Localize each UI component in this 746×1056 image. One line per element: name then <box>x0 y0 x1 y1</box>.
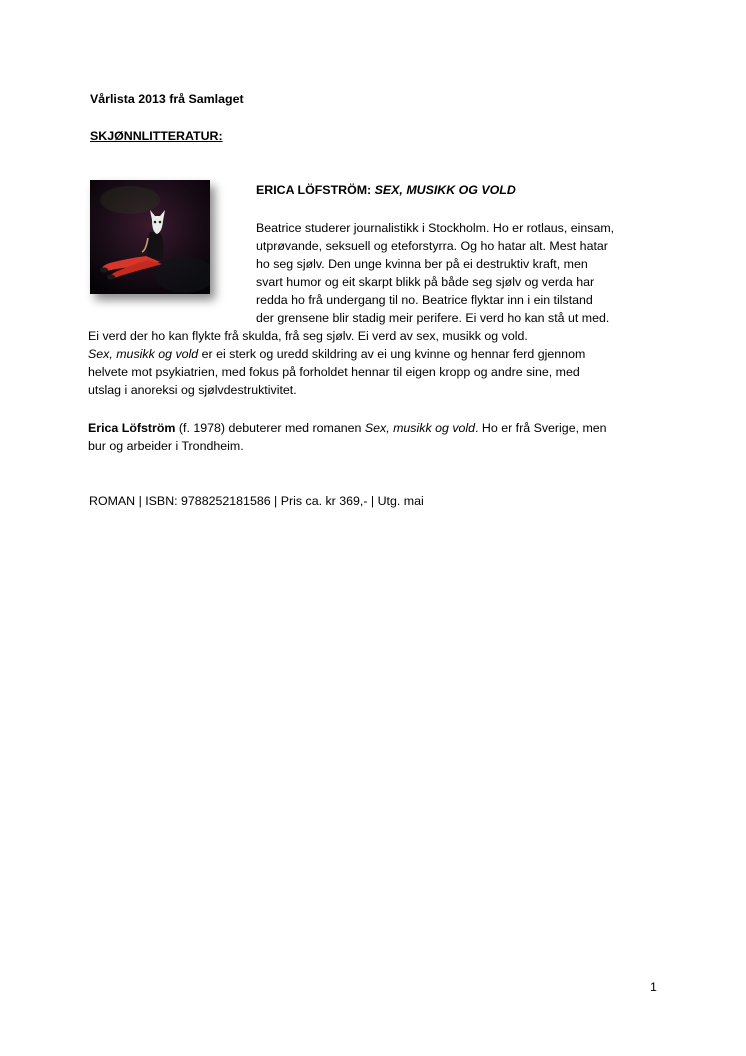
bio-line <box>88 419 607 437</box>
summary-line: utslag i anoreksi og sjølvdestruktivitet. <box>88 383 297 397</box>
bio-line: bur og arbeider i Trondheim. <box>88 439 244 453</box>
book-author-heading: ERICA LÖFSTRÖM: <box>256 183 372 197</box>
section-heading: SKJØNNLITTERATUR: <box>90 129 223 143</box>
summary-line <box>88 345 585 363</box>
summary-text: er ei sterk og uredd skildring av ei ung kvinne og hennar ferd gjennom <box>198 347 586 361</box>
document-title: Vårlista 2013 frå Samlaget <box>90 92 244 106</box>
description-line: der grensene blir stadig meir perifere. Ei verd ho kan stå ut med. <box>256 311 610 325</box>
author-bio <box>88 419 668 459</box>
description-line: svart humor og eit skarpt blikk på både seg sjølv og verda har <box>256 275 595 289</box>
description-line: ho seg sjølv. Den unge kvinna ber på ei destruktiv kraft, men <box>256 257 588 271</box>
page-number: 1 <box>650 980 657 994</box>
bio-text: (f. 1978) debuterer med romanen <box>175 421 365 435</box>
summary-line: helvete mot psykiatrien, med fokus på forholdet hennar til eigen kropp og andre sine, med <box>88 365 580 379</box>
book-title-heading: SEX, MUSIKK OG VOLD <box>374 183 516 197</box>
description-continued <box>88 327 668 407</box>
bio-text: . Ho er frå Sverige, men <box>475 421 607 435</box>
cover-photo <box>90 180 210 294</box>
book-heading <box>256 183 516 197</box>
description-line: utprøvande, seksuell og eteforstyrra. Og ho hatar alt. Mest hatar <box>256 239 608 253</box>
summary-book-title: Sex, musikk og vold <box>88 347 199 361</box>
bio-book-title: Sex, musikk og vold <box>364 421 476 435</box>
description-line: Ei verd der ho kan flykte frå skulda, frå seg sjølv. Ei verd av sex, musikk og vold. <box>88 329 528 343</box>
book-cover-image <box>90 180 210 294</box>
description-line: redda ho frå undergang til no. Beatrice flyktar inn i ein tilstand <box>256 293 593 307</box>
bio-author-name: Erica Löfström <box>88 421 176 435</box>
book-info-line: ROMAN | ISBN: 9788252181586 | Pris ca. kr 369,- | Utg. mai <box>89 494 424 508</box>
description-line: Beatrice studerer journalistikk i Stockholm. Ho er rotlaus, einsam, <box>256 221 615 235</box>
